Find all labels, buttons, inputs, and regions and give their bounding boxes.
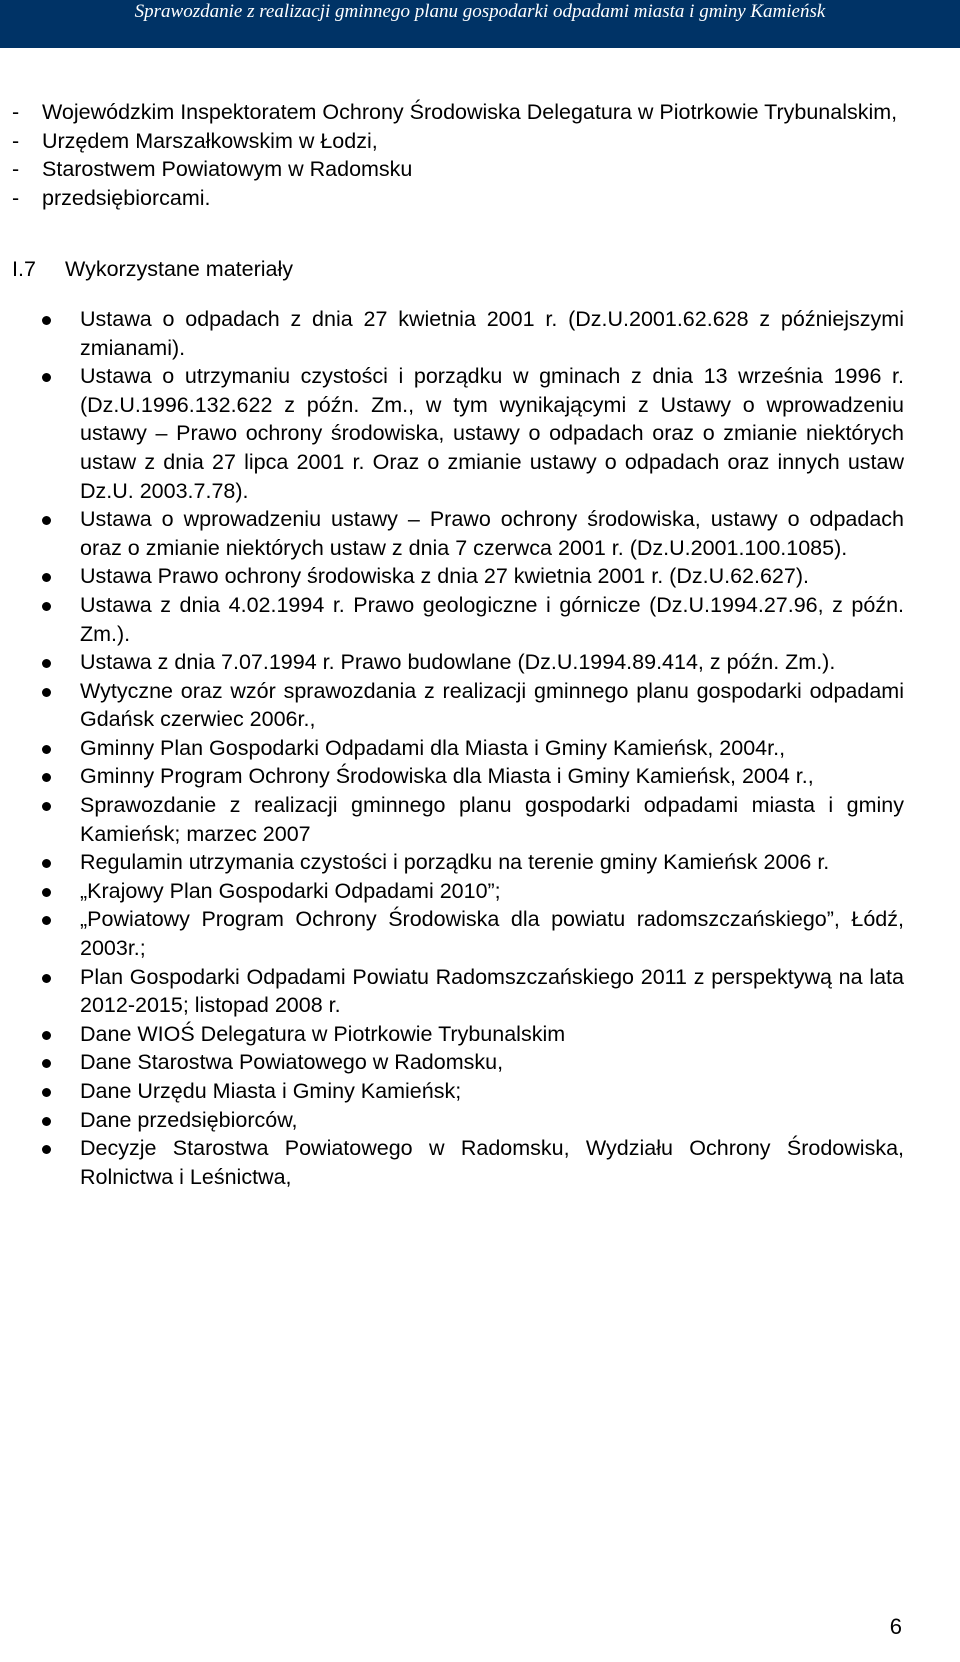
bullet-icon: [42, 916, 51, 925]
material-list-text: Dane Starostwa Powiatowego w Radomsku,: [80, 1050, 504, 1075]
material-list-text: Gminny Plan Gospodarki Odpadami dla Miasta i Gminy Kamieńsk, 2004r.,: [80, 735, 786, 760]
dash-marker: -: [12, 100, 20, 124]
material-list-text: „Powiatowy Program Ochrony Środowiska dla powiatu radomszczańskiego”, Łódź, 2003r.;: [80, 907, 904, 961]
materials-list: [12, 305, 904, 1191]
material-list-text: Ustawa o wprowadzeniu ustawy – Prawo ochrony środowiska, ustawy o odpadach oraz o zmianie niektórych ustaw z dnia 7 czerwca 2001 r. (Dz.U.2001.100.1085).: [80, 507, 904, 560]
material-list-item: [12, 762, 904, 791]
material-list-item: [12, 1077, 904, 1106]
bullet-icon: [42, 1088, 51, 1097]
material-list-text: Ustawa o utrzymaniu czystości i porządku w gminach z dnia 13 września 1996 r. (Dz.U.1996.132.622 z późn. Zm., w tym wynikającymi z Ustawy o wprowadzeniu ustawy – Prawo ochrony środowiska, ustawy o odpadach oraz o zmianie niektórych ustaw z dnia 27 lipca 2001 r. Oraz o zmianie ustawy o odpadach oraz innych ustaw Dz.U. 2003.7.78).: [80, 364, 904, 503]
authority-list-item: [12, 184, 904, 213]
material-list-text: „Krajowy Plan Gospodarki Odpadami 2010”;: [80, 878, 501, 903]
material-list-text: Dane przedsiębiorców,: [80, 1107, 298, 1132]
bullet-icon: [42, 602, 51, 611]
material-list-item: [12, 505, 904, 562]
material-list-item: [12, 562, 904, 591]
bullet-icon: [42, 974, 51, 983]
material-list-text: Ustawa z dnia 7.07.1994 r. Prawo budowlane (Dz.U.1994.89.414, z późn. Zm.).: [80, 650, 836, 675]
bullet-icon: [42, 859, 51, 868]
bullet-icon: [42, 373, 51, 382]
material-list-text: Dane Urzędu Miasta i Gminy Kamieńsk;: [80, 1079, 462, 1103]
material-list-item: [12, 791, 904, 848]
dash-marker: -: [12, 128, 20, 153]
section-title: Wykorzystane materiały: [65, 257, 294, 282]
page-number: 6: [889, 1614, 902, 1639]
dash-marker: -: [12, 185, 20, 210]
material-list-text: Ustawa z dnia 4.02.1994 r. Prawo geologiczne i górnicze (Dz.U.1994.27.96, z późn. Zm.).: [80, 592, 904, 646]
bullet-icon: [42, 1031, 51, 1040]
material-list-item: [12, 877, 904, 906]
material-list-text: Ustawa o odpadach z dnia 27 kwietnia 2001 r. (Dz.U.2001.62.628 z późniejszymi zmianami).: [80, 306, 904, 360]
dash-marker: -: [12, 157, 20, 182]
authority-list-item: [12, 155, 904, 184]
authority-list-text: przedsiębiorcami.: [42, 185, 211, 210]
section-heading: [12, 255, 904, 284]
material-list-item: [12, 848, 904, 877]
bullet-icon: [42, 659, 51, 668]
bullet-icon: [42, 745, 51, 754]
material-list-item: [12, 1134, 904, 1191]
bullet-icon: [42, 888, 51, 897]
material-list-item: [12, 305, 904, 362]
authority-list-item: [12, 98, 904, 127]
bullet-icon: [42, 1117, 51, 1126]
section-number: I.7: [12, 257, 36, 282]
authority-list-text: Urzędem Marszałkowskim w Łodzi,: [42, 128, 378, 153]
bullet-icon: [42, 688, 51, 697]
material-list-text: Dane WIOŚ Delegatura w Piotrkowie Trybunalskim: [80, 1021, 566, 1046]
material-list-text: Gminny Program Ochrony Środowiska dla Miasta i Gminy Kamieńsk, 2004 r.,: [80, 764, 814, 789]
material-list-text: Ustawa Prawo ochrony środowiska z dnia 27 kwietnia 2001 r. (Dz.U.62.627).: [80, 564, 809, 589]
material-list-item: [12, 963, 904, 1020]
material-list-item: [12, 591, 904, 648]
authority-list-item: [12, 127, 904, 156]
running-header: Sprawozdanie z realizacji gminnego planu gospodarki odpadami miasta i gminy Kamieńsk: [134, 1, 826, 22]
bullet-icon: [42, 773, 51, 782]
authority-list-text: Wojewódzkim Inspektoratem Ochrony Środowiska Delegatura w Piotrkowie Trybunalskim,: [42, 100, 898, 124]
material-list-item: [12, 362, 904, 505]
material-list-item: [12, 734, 904, 763]
material-list-item: [12, 648, 904, 677]
material-list-item: [12, 1048, 904, 1077]
bullet-icon: [42, 1145, 51, 1154]
material-list-text: Sprawozdanie z realizacji gminnego planu gospodarki odpadami miasta i gminy Kamieńsk; marzec 2007: [80, 793, 904, 846]
authority-list-text: Starostwem Powiatowym w Radomsku: [42, 157, 413, 182]
bullet-icon: [42, 516, 51, 525]
bullet-icon: [42, 802, 51, 811]
page-content: [12, 98, 904, 1191]
material-list-item: [12, 677, 904, 734]
material-list-item: [12, 1106, 904, 1135]
bullet-icon: [42, 316, 51, 325]
material-list-text: Regulamin utrzymania czystości i porządku na terenie gminy Kamieńsk 2006 r.: [80, 850, 830, 875]
material-list-item: [12, 1020, 904, 1049]
material-list-item: [12, 905, 904, 962]
material-list-text: Wytyczne oraz wzór sprawozdania z realizacji gminnego planu gospodarki odpadami Gdańsk czerwiec 2006r.,: [80, 678, 904, 732]
authority-list: [12, 98, 904, 212]
bullet-icon: [42, 573, 51, 582]
material-list-text: Decyzje Starostwa Powiatowego w Radomsku, Wydziału Ochrony Środowiska, Rolnictwa i Leśnictwa,: [80, 1136, 904, 1189]
material-list-text: Plan Gospodarki Odpadami Powiatu Radomszczańskiego 2011 z perspektywą na lata 2012-2015; listopad 2008 r.: [80, 964, 904, 1018]
bullet-icon: [42, 1059, 51, 1068]
